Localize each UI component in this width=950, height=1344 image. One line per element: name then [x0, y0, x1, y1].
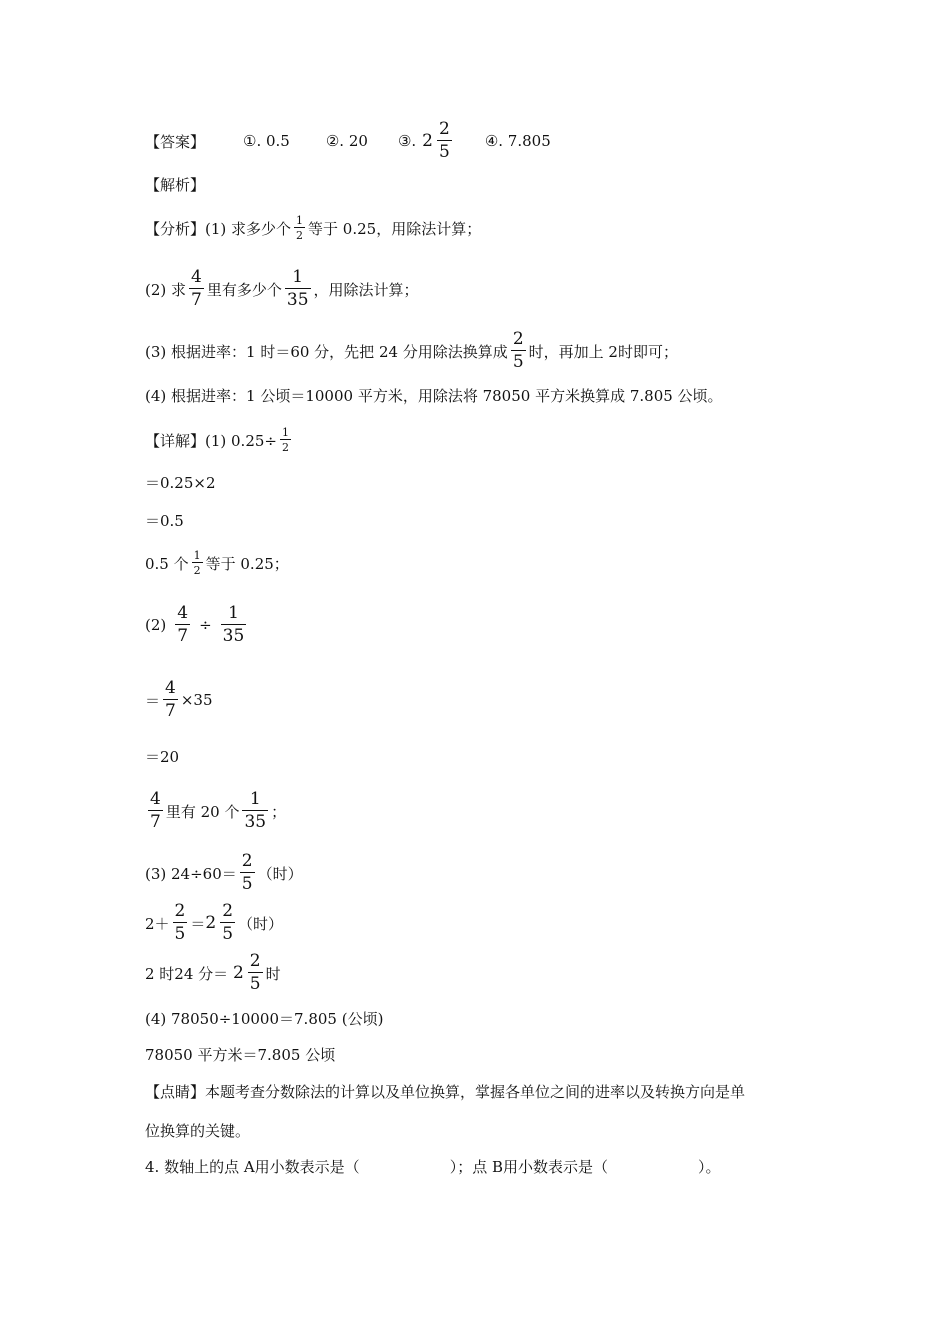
analysis-line-3: (3) 根据进率：1 时＝60 分，先把 24 分用除法换算成 $\frac{2}{5}$ 时，再加上 2时即可； — [145, 329, 678, 372]
fraction: $\frac{4}{7}$ — [191, 267, 202, 310]
answer-4: ④. 7.805 — [484, 132, 551, 150]
answer-label: 【答案】 — [145, 132, 206, 151]
detail-line-11: 2 时24 分＝ 2 $\frac{2}{5}$ 时 — [145, 951, 281, 994]
fraction: $\frac{2}{5}$ — [438, 119, 450, 162]
comment-line-2: 位换算的关键。 — [145, 1121, 251, 1140]
detail-line-5: (2) $\frac{4}{7}$ ÷ $\frac{1}{35}$ — [145, 603, 245, 646]
detail-line-8: $\frac{4}{7}$ 里有 20 个 $\frac{1}{35}$ ； — [150, 789, 287, 832]
detail-line-2: ＝0.25×2 — [145, 473, 216, 492]
detail-line-13: 78050 平方米＝7.805 公顷 — [145, 1045, 336, 1064]
fraction: $\frac{1}{35}$ — [222, 603, 245, 646]
fraction: $\frac{1}{2}$ — [281, 426, 289, 454]
detail-line-1: 【详解】(1) 0.25÷ $\frac{1}{2}$ — [145, 426, 289, 454]
analysis-line-1: 【分析】(1) 求多少个 $\frac{1}{2}$ 等于 0.25，用除法计算； — [145, 214, 482, 242]
fraction: $\frac{2}{5}$ — [174, 901, 186, 944]
answer-1: ①. 0.5 — [243, 132, 290, 150]
analysis-line-4: (4) 根据进率：1 公顷＝10000 平方米，用除法将 78050 平方米换算成 7.805 公顷。 — [145, 386, 723, 405]
mixed-number: 2 $\frac{2}{5}$ — [205, 901, 234, 944]
fraction: $\frac{2}{5}$ — [222, 901, 234, 944]
answer-line — [145, 119, 551, 162]
detail-line-7: ＝20 — [145, 747, 180, 766]
detail-line-9: (3) 24÷60＝ $\frac{2}{5}$ （时） — [145, 851, 303, 894]
fraction: $\frac{1}{2}$ — [193, 549, 201, 577]
question-4: 4. 数轴上的点 A用小数表示是（ ）；点 B用小数表示是（ ）。 — [145, 1157, 721, 1176]
detail-line-6: ＝ $\frac{4}{7}$ ×35 — [145, 678, 213, 721]
detail-line-12: (4) 78050÷10000＝7.805 (公顷) — [145, 1009, 384, 1028]
fraction: $\frac{4}{7}$ — [177, 603, 189, 646]
detail-line-10: 2＋ $\frac{2}{5}$ ＝ 2 $\frac{2}{5}$ （时） — [145, 901, 284, 944]
fraction: $\frac{1}{35}$ — [244, 789, 267, 832]
analysis-line-2: (2) 求 $\frac{4}{7}$ 里有多少个 $\frac{1}{35}$ ，用除法计算； — [145, 267, 419, 310]
fraction: $\frac{1}{2}$ — [296, 214, 304, 242]
jiexi-heading: 【解析】 — [145, 175, 206, 194]
fraction: $\frac{4}{7}$ — [150, 789, 161, 832]
comment-line-1: 【点睛】本题考查分数除法的计算以及单位换算，掌握各单位之间的进率以及转换方向是单 — [145, 1082, 746, 1101]
answer-3-prefix: ③. — [397, 132, 417, 150]
fraction: $\frac{4}{7}$ — [165, 678, 176, 721]
detail-line-3: ＝0.5 — [145, 511, 184, 530]
fraction: $\frac{2}{5}$ — [512, 329, 524, 372]
fraction: $\frac{2}{5}$ — [249, 951, 261, 994]
answer-3-mixed-number: 2 $\frac{2}{5}$ — [422, 119, 450, 162]
mixed-number: 2 $\frac{2}{5}$ — [232, 951, 261, 994]
fraction: $\frac{1}{35}$ — [286, 267, 309, 310]
answer-2: ②. 20 — [325, 132, 368, 150]
detail-line-4: 0.5 个 $\frac{1}{2}$ 等于 0.25； — [145, 549, 289, 577]
fraction: $\frac{2}{5}$ — [241, 851, 253, 894]
